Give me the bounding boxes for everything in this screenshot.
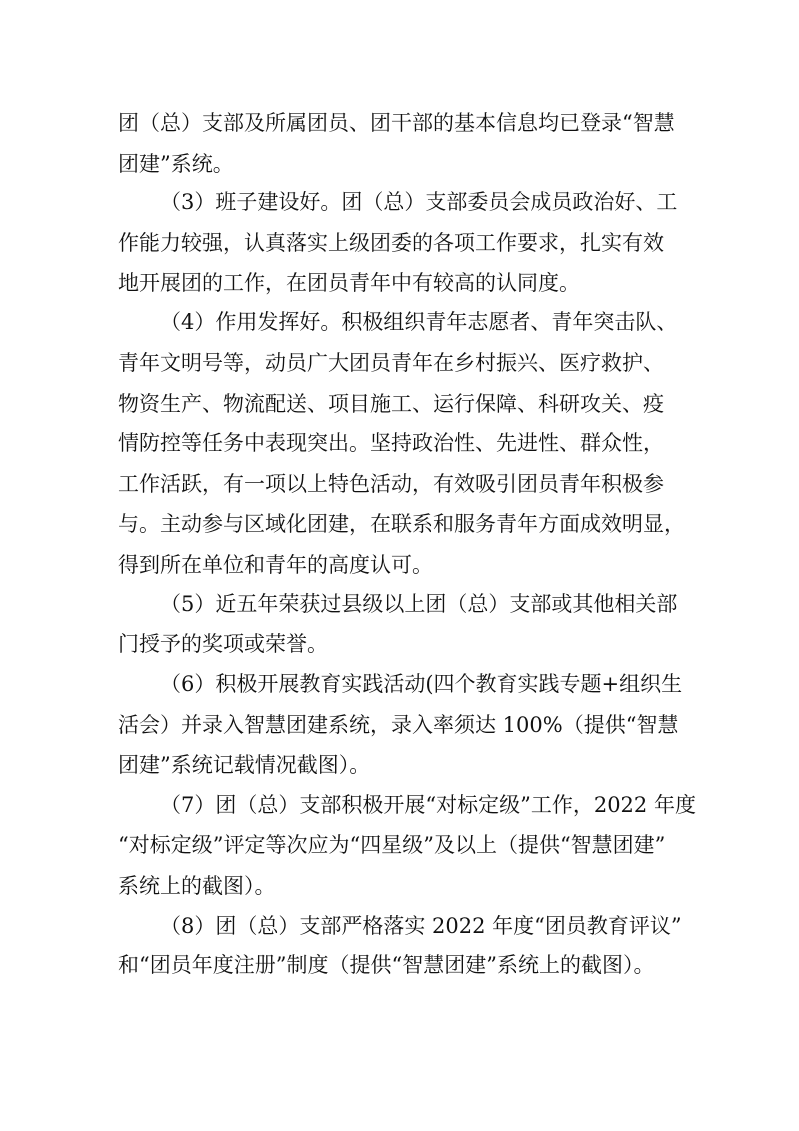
paragraph-line: 门授予的奖项或荣誉。	[118, 632, 328, 656]
paragraph-line: （7）团（总）支部积极开展“对标定级”工作，2022 年度	[160, 793, 696, 817]
paragraph-line: （4）作用发挥好。积极组织青年志愿者、青年突击队、	[160, 310, 678, 334]
paragraph-line: 团建”系统记载情况截图）。	[118, 753, 371, 777]
paragraph-line: 地开展团的工作，在团员青年中有较高的认同度。	[118, 271, 580, 295]
paragraph-line: “对标定级”评定等次应为“四星级”及以上（提供“智慧团建”	[118, 833, 666, 857]
paragraph-line: 团（总）支部及所属团员、团干部的基本信息均已登录“智慧	[118, 111, 675, 135]
paragraph-line: 与。主动参与区域化团建，在联系和服务青年方面成效明显，	[118, 512, 685, 536]
paragraph-line: （5）近五年荣获过县级以上团（总）支部或其他相关部	[160, 592, 678, 616]
paragraph-line: 物资生产、物流配送、项目施工、运行保障、科研攻关、疫	[118, 392, 664, 416]
paragraph-line: （3）班子建设好。团（总）支部委员会成员政治好、工	[160, 190, 678, 214]
paragraph-line: 团建”系统。	[118, 152, 234, 176]
paragraph-line: 工作活跃，有一项以上特色活动，有效吸引团员青年积极参	[118, 472, 664, 496]
paragraph-line: 作能力较强，认真落实上级团委的各项工作要求，扎实有效	[118, 231, 664, 255]
paragraph-line: （6）积极开展教育实践活动(四个教育实践专题+组织生	[160, 672, 683, 696]
paragraph-line: 系统上的截图）。	[118, 874, 276, 898]
paragraph-line: 活会）并录入智慧团建系统，录入率须达 100%（提供“智慧	[118, 713, 679, 737]
paragraph-line: （8）团（总）支部严格落实 2022 年度“团员教育评议”	[160, 914, 682, 938]
paragraph-line: 得到所在单位和青年的高度认可。	[118, 553, 433, 577]
paragraph-line: 和“团员年度注册”制度（提供“智慧团建”系统上的截图）。	[118, 953, 655, 977]
paragraph-line: 青年文明号等，动员广大团员青年在乡村振兴、医疗救护、	[118, 351, 664, 375]
paragraph-line: 情防控等任务中表现突出。坚持政治性、先进性、群众性，	[118, 431, 664, 455]
